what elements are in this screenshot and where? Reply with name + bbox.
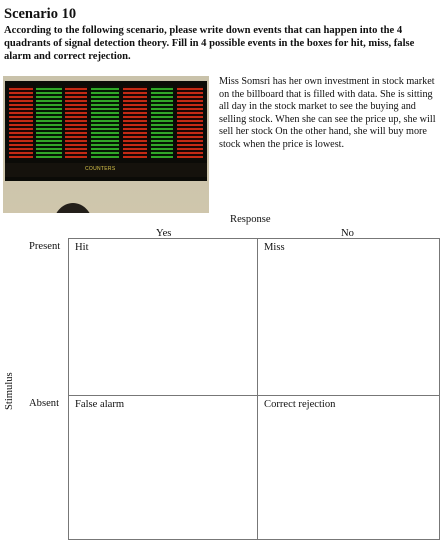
scenario-text: Miss Somsri has her own investment in stock market on the billboard that is filled with data. She is sitting all day in the stock market to see the buying and selling stock. When she can see the price up, she will sell her stock On the other hand, she will buy more stock when the price is lowest.	[219, 76, 436, 150]
signal-detection-matrix	[68, 238, 440, 540]
column-no-label: No	[341, 228, 354, 239]
response-axis-label: Response	[230, 214, 271, 225]
miss-cell[interactable]	[258, 239, 439, 396]
miss-label: Miss	[264, 242, 285, 253]
correct-rejection-cell[interactable]	[258, 396, 439, 539]
stock-billboard	[5, 81, 207, 181]
false-alarm-label: False alarm	[75, 399, 125, 410]
person-head	[53, 203, 93, 213]
stock-market-photo	[3, 76, 209, 213]
correct-rejection-label: Correct rejection	[264, 399, 336, 410]
hit-cell[interactable]	[69, 239, 258, 396]
instructions-text: According to the following scenario, please write down events that can happen into the 4 quadrants of signal detection theory. Fill in 4 possible events in the boxes for hit, miss, false alarm and correct rejection.	[4, 25, 415, 62]
false-alarm-cell[interactable]	[69, 396, 258, 539]
page-title: Scenario 10	[4, 6, 77, 22]
stimulus-axis-label: Stimulus	[4, 372, 15, 410]
hit-label: Hit	[75, 242, 89, 253]
row-present-label: Present	[29, 241, 61, 252]
row-absent-label: Absent	[29, 398, 60, 409]
board-label: COUNTERS	[85, 166, 116, 172]
column-yes-label: Yes	[156, 228, 172, 239]
